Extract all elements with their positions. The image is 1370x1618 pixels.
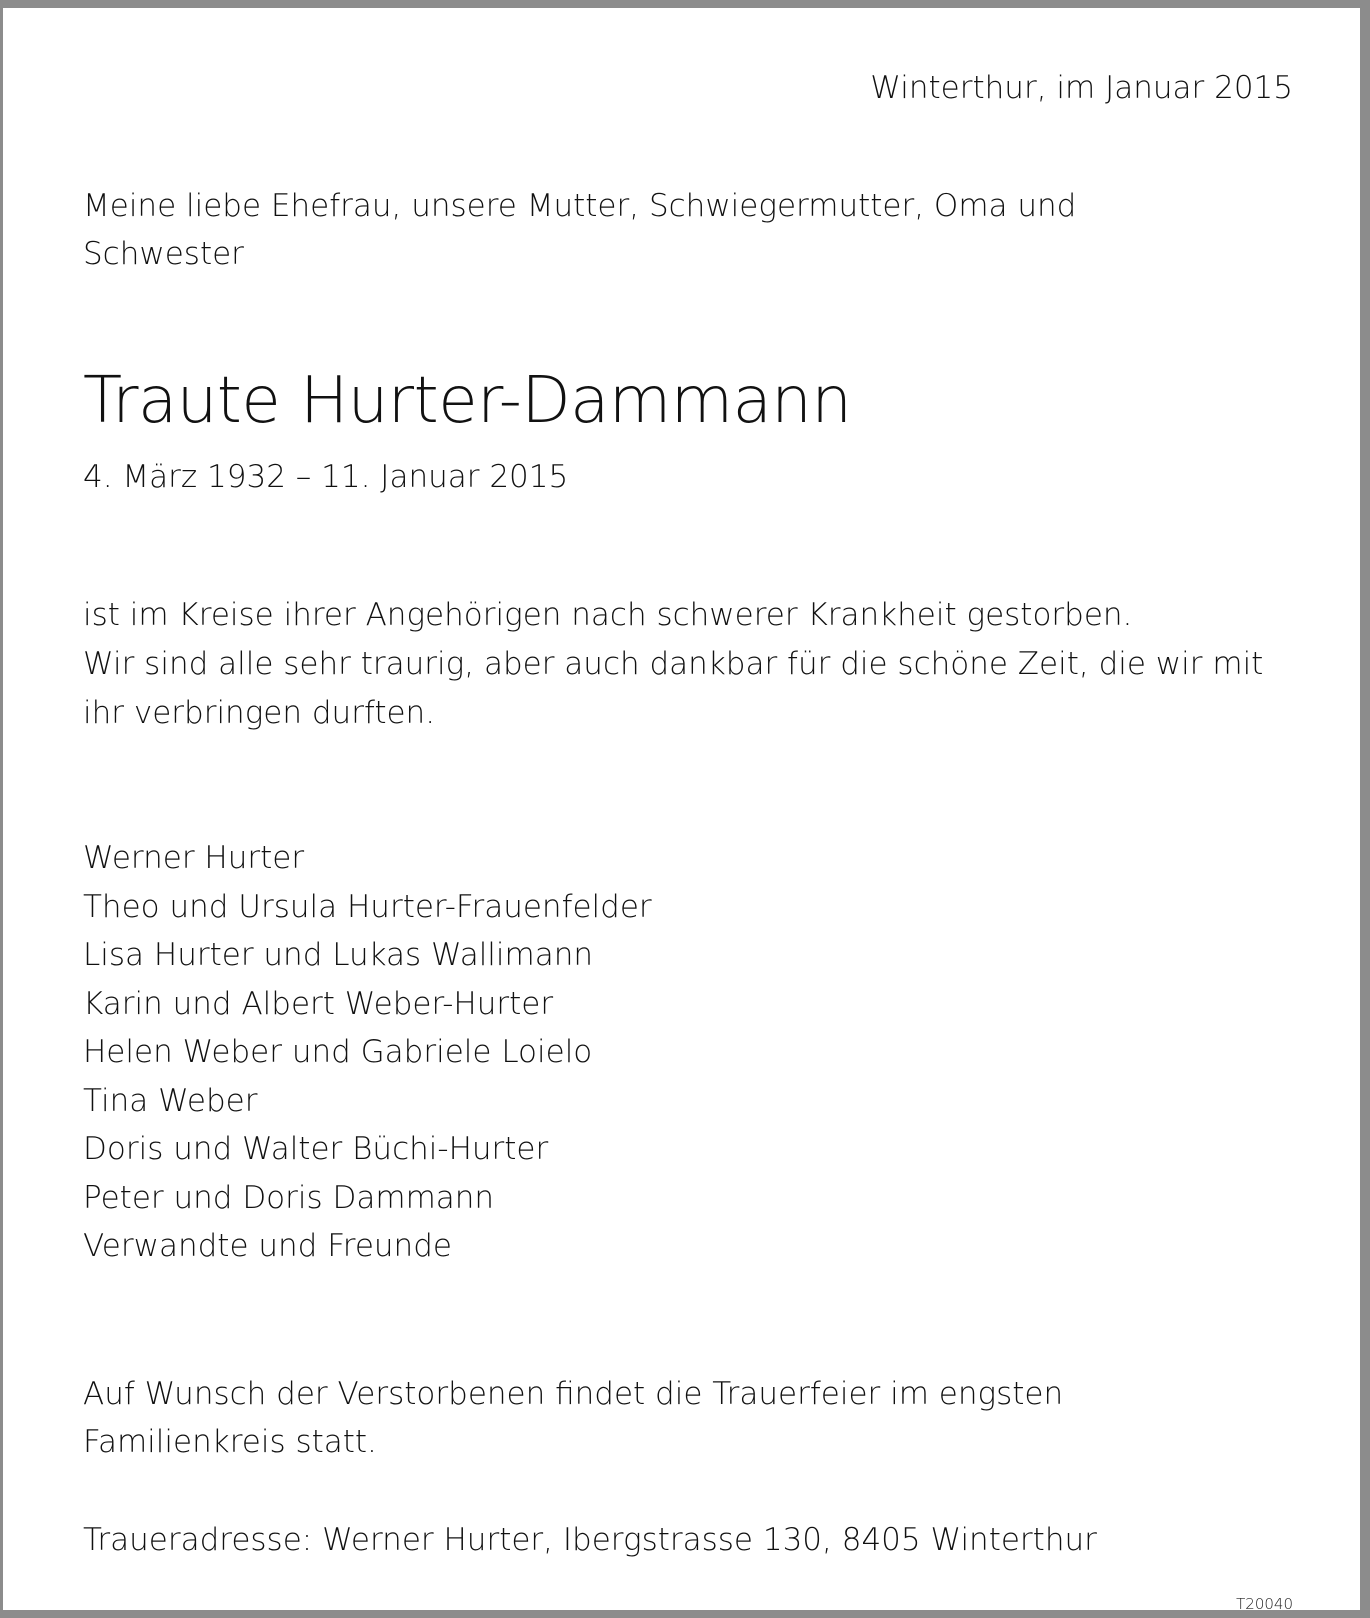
message-line: Wir sind alle sehr traurig, aber auch dankbar für die schöne Zeit, die wir mit ihr verbringen durften. xyxy=(83,646,1264,731)
place-date: Winterthur, im Januar 2015 xyxy=(870,70,1293,106)
mourner-entry: Peter und Doris Dammann xyxy=(83,1179,495,1216)
mourning-address: Traueradresse: Werner Hurter, Ibergstrasse 130, 8405 Winterthur xyxy=(83,1522,1097,1558)
message-line: ist im Kreise ihrer Angehörigen nach schwerer Krankheit gestorben. xyxy=(83,597,1133,633)
mourner-entry: Doris und Walter Büchi-Hurter xyxy=(83,1131,549,1167)
death-message xyxy=(83,591,1293,738)
obituary-notice xyxy=(83,8,1293,1618)
mourner-entry: Lisa Hurter und Lukas Wallimann xyxy=(83,937,594,973)
mourner-entry: Helen Weber und Gabriele Loielo xyxy=(83,1034,593,1070)
deceased-name: Traute Hurter-Dammann xyxy=(83,364,852,438)
mourners-list xyxy=(83,834,652,1271)
reference-code: T20040 xyxy=(1236,1595,1293,1613)
mourner-entry: Werner Hurter xyxy=(83,840,305,876)
life-dates: 4. März 1932 – 11. Januar 2015 xyxy=(83,459,569,495)
mourner-entry: Theo und Ursula Hurter-Frauenfelder xyxy=(83,888,652,925)
ceremony-note: Auf Wunsch der Verstorbenen findet die Trauerfeier im engsten Familienkreis statt. xyxy=(83,1376,1064,1460)
mourner-entry: Karin und Albert Weber-Hurter xyxy=(83,985,554,1022)
mourner-entry: Tina Weber xyxy=(83,1082,258,1119)
mourner-entry: Verwandte und Freunde xyxy=(83,1228,452,1264)
intro-text: Meine liebe Ehefrau, unsere Mutter, Schwiegermutter, Oma und Schwester xyxy=(83,188,1077,272)
